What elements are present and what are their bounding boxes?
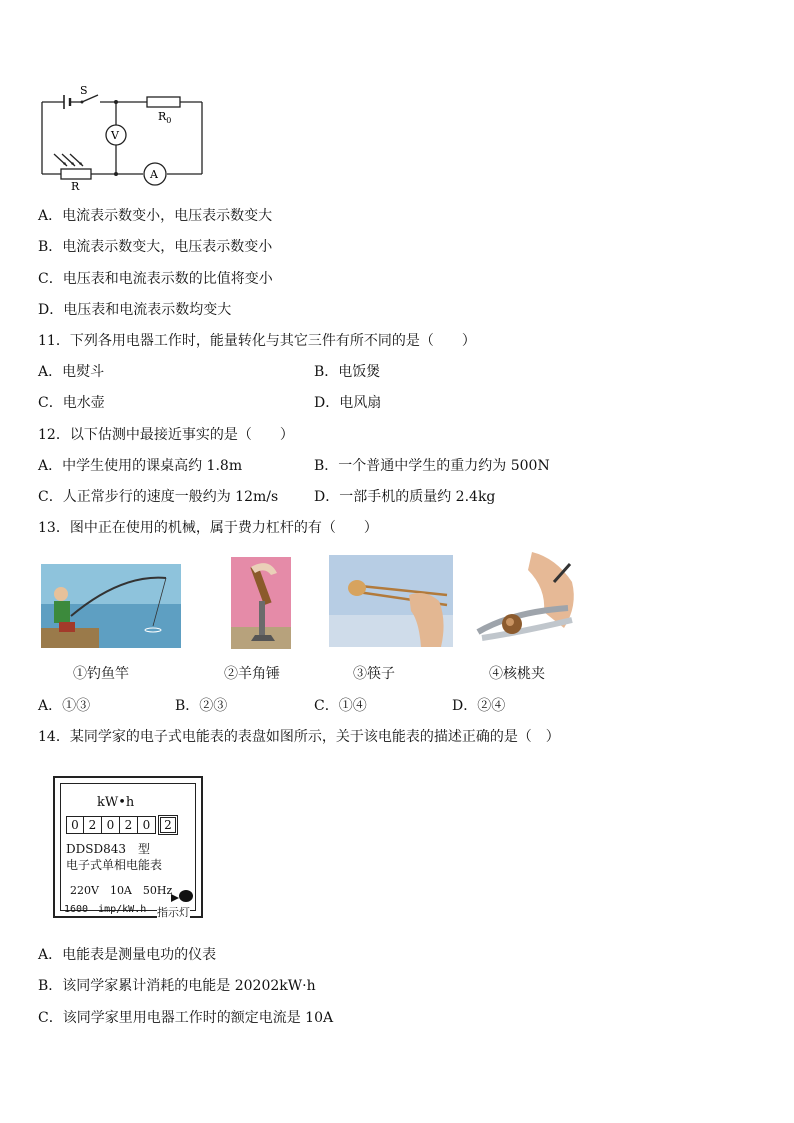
caption-fishing-rod: ①钓鱼竿 <box>73 666 129 682</box>
q10-option-b: B．电流表示数变大，电压表示数变小 <box>38 239 273 255</box>
q12-stem: 12．以下估测中最接近事实的是（ ） <box>38 427 294 443</box>
q12-option-c: C．人正常步行的速度一般约为 12m/s <box>38 489 279 505</box>
q14-option-a: A．电能表是测量电功的仪表 <box>38 947 217 963</box>
indicator-light-icon <box>179 890 193 902</box>
ammeter-label: A <box>150 168 158 181</box>
fishing-rod-image <box>41 564 181 648</box>
claw-hammer-image <box>231 557 291 649</box>
q10-option-c: C．电压表和电流表示数的比值将变小 <box>38 271 273 287</box>
meter-model: DDSD843 型 <box>66 842 150 856</box>
meter-unit: kW•h <box>97 795 135 810</box>
meter-indicator-label: 指示灯 <box>157 906 190 919</box>
q10-option-a: A．电流表示数变小，电压表示数变大 <box>38 208 273 224</box>
caption-claw-hammer: ②羊角锤 <box>224 666 280 682</box>
caption-chopsticks: ③筷子 <box>353 666 395 682</box>
indicator-arrow-icon <box>171 894 179 902</box>
chopsticks-image <box>329 555 453 647</box>
meter-digit: 0 <box>102 816 120 834</box>
q13-option-a: A．①③ <box>38 698 91 714</box>
switch-label: S <box>80 84 88 97</box>
q14-option-c: C．该同学家里用电器工作时的额定电流是 10A <box>38 1010 334 1026</box>
energy-meter-panel <box>53 776 203 918</box>
q11-option-b: B．电饭煲 <box>314 364 381 380</box>
meter-ratings: 220V 10A 50Hz <box>70 884 173 897</box>
meter-digit: 2 <box>120 816 138 834</box>
q13-option-d: D．②④ <box>452 698 506 714</box>
meter-digit: 2 <box>84 816 102 834</box>
q11-option-c: C．电水壶 <box>38 395 105 411</box>
meter-digit-last: 2 <box>158 815 178 835</box>
q12-option-a: A．中学生使用的课桌高约 1.8m <box>38 458 243 474</box>
caption-nutcracker: ④核桃夹 <box>489 666 545 682</box>
meter-constant: 1600 imp/kW.h <box>64 904 147 915</box>
meter-digit: 0 <box>66 816 84 834</box>
r0-label: $R_0$ <box>158 110 172 125</box>
q12-option-b: B．一个普通中学生的重力约为 500N <box>314 458 550 474</box>
photoresistor-label: R <box>71 180 80 193</box>
meter-digit: 0 <box>138 816 156 834</box>
q13-stem: 13．图中正在使用的机械，属于费力杠杆的有（ ） <box>38 520 378 536</box>
q11-stem: 11．下列各用电器工作时，能量转化与其它三件有所不同的是（ ） <box>38 333 476 349</box>
q13-option-c: C．①④ <box>314 698 367 714</box>
circuit-diagram <box>30 80 220 195</box>
q10-option-d: D．电压表和电流表示数均变大 <box>38 302 232 318</box>
q13-option-b: B．②③ <box>175 698 228 714</box>
meter-name: 电子式单相电能表 <box>66 858 163 872</box>
q11-option-d: D．电风扇 <box>314 395 382 411</box>
voltmeter-label: V <box>111 129 119 142</box>
q14-option-b: B．该同学家累计消耗的电能是 20202kW·h <box>38 978 316 994</box>
q12-option-d: D．一部手机的质量约 2.4kg <box>314 489 496 505</box>
q11-option-a: A．电熨斗 <box>38 364 105 380</box>
q14-stem: 14．某同学家的电子式电能表的表盘如图所示，关于该电能表的描述正确的是（ ） <box>38 729 560 745</box>
meter-digits <box>66 816 178 835</box>
nutcracker-image <box>472 552 580 646</box>
